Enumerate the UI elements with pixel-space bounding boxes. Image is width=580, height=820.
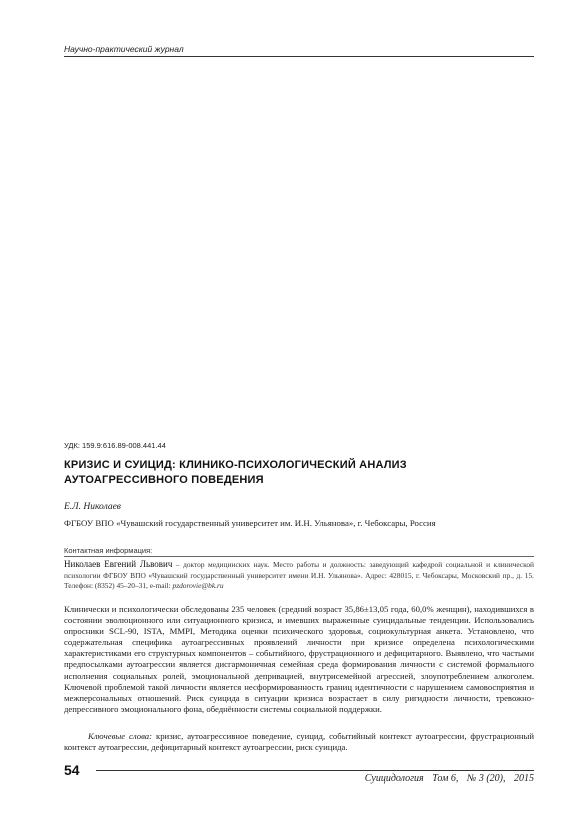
article-title: [64, 458, 534, 488]
contact-rule: [64, 556, 534, 557]
keywords-text: кризис, аутоагрессивное поведение, суицид, событийный контекст аутоагрессии, фрустрационный контекст аутоагрессии, дефицитарный контекст аутоагрессии, риск суицида.: [64, 731, 535, 753]
journal-issue: № 3 (20),: [466, 773, 506, 784]
affiliation: ФГБОУ ВПО «Чувашский государственный университет им. И.Н. Ульянова», г. Чебоксары, Россия: [64, 518, 436, 528]
abstract: Клинически и психологически обследованы 235 человек (средний возраст 35,86±13,05 года, 60,0% женщин), находившихся в состоянии эволюционного или ситуационного кризиса, и имевших выраженные суицидальные тенденции. Использовались опросники SCL-90, ISTA, MMPI, Методика оценки психического здоровья, социокультурная анкета. Установлено, что содержательная специфика аутоагрессивных проявлений личности при кризисе определена психологическими характеристиками его структурных компонентов – событийного, фрустрационного и дефицитарного. Выявлено, что частыми предпосылками аутоагрессии является дисгармоничная семейная среда формирования личности с системой формального исполнения социальных ролей, эмоциональной депривацией, внутрисемейной агрессией, злоупотреблением алкоголем. Ключевой проблемой такой личности является несформированность границ идентичности с нарушением самовосприятия и межперсональных отношений. Риск суицида в ситуации кризиса возрастает в силу ригидности личности, тревожно-депрессивного эмоционального фона, обеднённости системы социальной поддержки.: [64, 604, 534, 714]
contact-info: [64, 559, 534, 592]
keywords: [64, 731, 534, 753]
journal-citation: [359, 773, 534, 784]
keywords-label: Ключевые слова:: [88, 731, 153, 741]
title-line-2: АУТОАГРЕССИВНОГО ПОВЕДЕНИЯ: [64, 474, 264, 486]
journal-header: Научно-практический журнал: [64, 44, 184, 54]
contact-label: Контактная информация:: [64, 546, 153, 555]
header-rule: [64, 56, 534, 57]
contact-details: – доктор медицинских наук. Место работы и должность: заведующий кафедрой социальной и клинической психологии ФГБОУ ВПО «Чувашский государственный университет имени И.Н. Ульянова». Адрес: 428015, г. Чебоксары, Московский пр., д. 15. Телефон: (8352) 45–20–31, e-mail:: [64, 560, 534, 590]
journal-volume: Том 6,: [432, 773, 459, 784]
contact-name: Николаев Евгений Львович: [64, 559, 173, 569]
title-line-1: КРИЗИС И СУИЦИД: КЛИНИКО-ПСИХОЛОГИЧЕСКИЙ АНАЛИЗ: [64, 459, 407, 471]
journal-year: 2015: [514, 773, 534, 784]
udk-code: УДК: 159.9:616.89-008.441.44: [64, 441, 166, 450]
page-number: 54: [64, 762, 80, 778]
footer-rule: [96, 770, 534, 771]
author-name: Е.Л. Николаев: [64, 502, 121, 512]
contact-email[interactable]: pzdorovie@bk.ru: [172, 581, 224, 590]
journal-name: Суицидология: [364, 773, 424, 784]
